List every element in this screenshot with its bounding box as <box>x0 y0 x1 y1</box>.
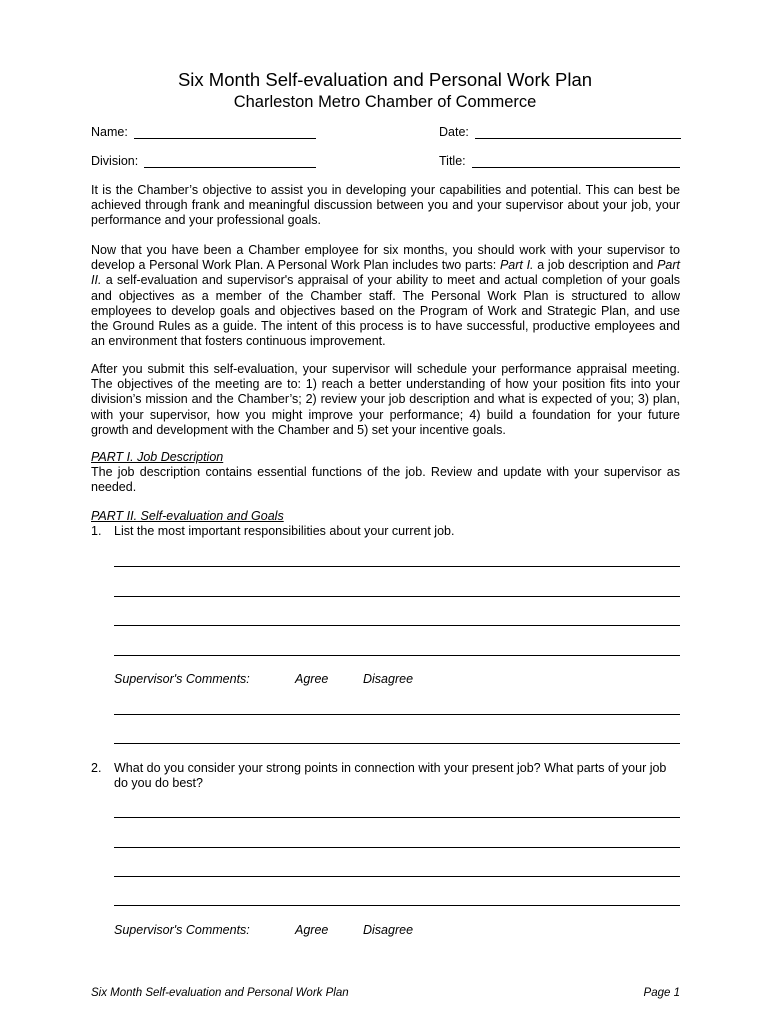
answer-line[interactable] <box>114 566 680 567</box>
document-subtitle: Charleston Metro Chamber of Commerce <box>233 93 537 111</box>
name-field[interactable] <box>91 125 316 139</box>
answer-line[interactable] <box>114 625 680 626</box>
name-label: Name: <box>91 125 128 139</box>
part2-heading: PART II. Self-evaluation and Goals <box>91 509 284 523</box>
comment-line[interactable] <box>114 714 680 715</box>
supervisor-comments-label: Supervisor's Comments: <box>114 923 250 937</box>
question-number: 1. <box>91 524 102 538</box>
intro-paragraph-2: Now that you have been a Chamber employee for six months, you should work with your supervisor to develop a Personal Work Plan. A Personal Work Plan includes two parts: Part I. a job description and Part II. a self-evaluation and supervisor's appraisal of your ability to meet and actual completion of your goals and objectives as a member of the Chamber staff. The Personal Work Plan is structured to allow employees to develop goals and objectives based on the Program of Work and Strategic Plan, and use the Ground Rules as a guide. The intent of this process is to have successful, productive employees and an environment that fosters continuous improvement. <box>91 243 680 349</box>
intro-paragraph-3: After you submit this self-evaluation, your supervisor will schedule your performance appraisal meeting. The objectives of the meeting are to: 1) reach a better understanding of how your position fits into your division’s mission and the Chamber’s; 2) review your job description and what is expected of you; 3) plan, with your supervisor, how you might improve your performance; 4) build a foundation for your future growth and development with the Chamber and 5) set your incentive goals. <box>91 362 680 437</box>
footer-page-number: Page 1 <box>643 987 680 999</box>
title-label: Title: <box>439 154 466 168</box>
question-text: List the most important responsibilities about your current job. <box>114 524 455 538</box>
answer-line[interactable] <box>114 817 680 818</box>
document-title: Six Month Self-evaluation and Personal Work Plan <box>177 69 593 90</box>
division-field[interactable] <box>91 154 316 168</box>
question-number: 2. <box>91 761 102 775</box>
answer-line[interactable] <box>114 876 680 877</box>
division-line[interactable] <box>144 155 316 168</box>
agree-option[interactable]: Agree <box>295 672 329 686</box>
supervisor-comments-label: Supervisor's Comments: <box>114 672 250 686</box>
division-label: Division: <box>91 154 139 168</box>
answer-line[interactable] <box>114 596 680 597</box>
answer-line[interactable] <box>114 905 680 906</box>
agree-option[interactable]: Agree <box>295 923 329 937</box>
comment-line[interactable] <box>114 743 680 744</box>
title-line[interactable] <box>472 155 680 168</box>
part1-heading: PART I. Job Description <box>91 450 224 464</box>
name-line[interactable] <box>134 126 316 139</box>
footer-document-title: Six Month Self-evaluation and Personal Work Plan <box>91 987 349 999</box>
disagree-option[interactable]: Disagree <box>363 672 414 686</box>
answer-line[interactable] <box>114 847 680 848</box>
intro-paragraph-1: It is the Chamber’s objective to assist you in developing your capabilities and potential. This can best be achieved through frank and meaningful discussion between you and your supervisor about your job, your performance and your professional goals. <box>91 183 680 228</box>
part1-text: The job description contains essential functions of the job. Review and update with your supervisor as needed. <box>91 465 680 495</box>
answer-line[interactable] <box>114 655 680 656</box>
disagree-option[interactable]: Disagree <box>363 923 414 937</box>
question-text: What do you consider your strong points in connection with your present job? What parts of your job do you do best? <box>114 761 667 791</box>
title-field[interactable] <box>439 154 680 168</box>
date-field[interactable] <box>439 125 681 139</box>
date-line[interactable] <box>475 126 681 139</box>
date-label: Date: <box>439 125 469 139</box>
